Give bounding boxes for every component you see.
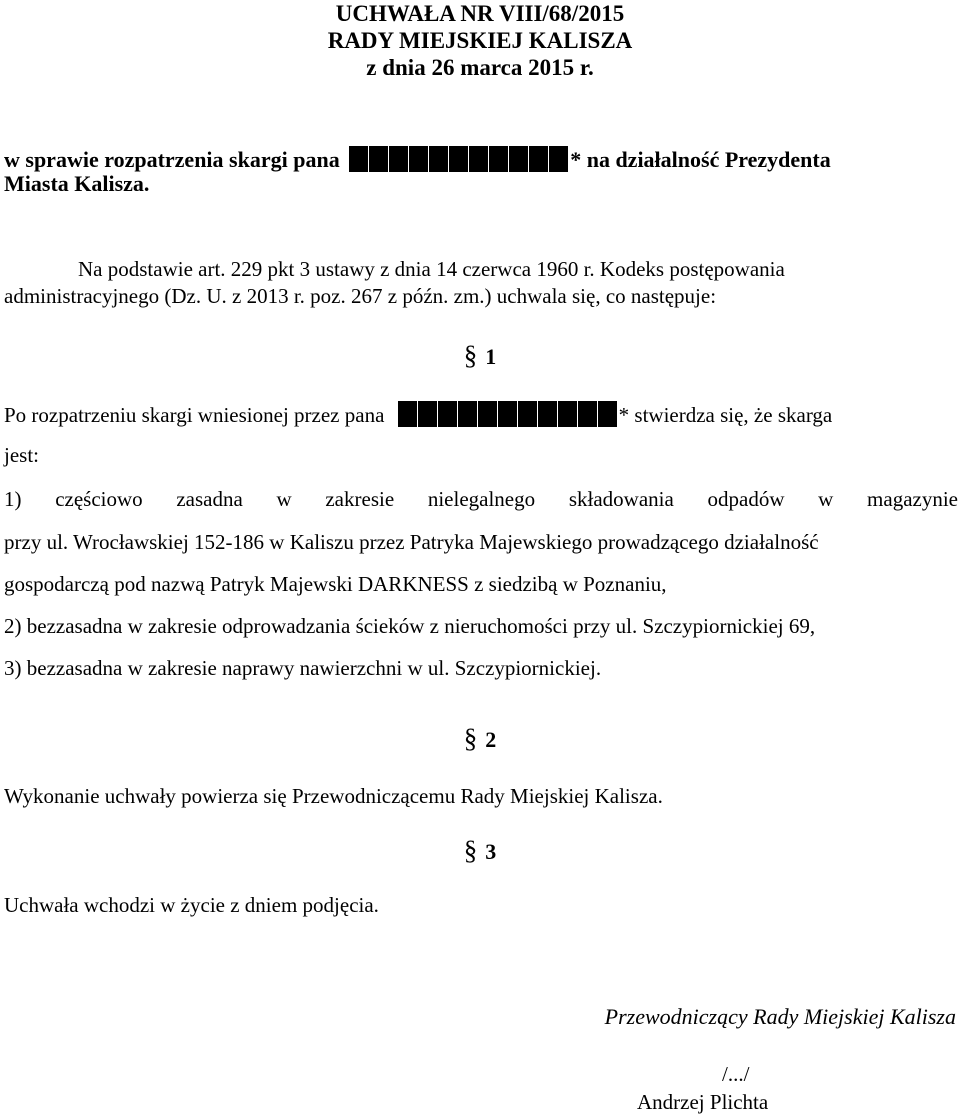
item-3: 3) bezzasadna w zakresie naprawy nawierzchni w ul. Szczypiornickiej. [4,656,602,680]
signature-mark: /.../ [722,1062,750,1086]
section-number: 1 [485,344,497,369]
preamble-line-2: administracyjnego (Dz. U. z 2013 r. poz. 267 z późn. zm.) uchwala się, co następuje: [4,284,717,308]
resolution-title: UCHWAŁA NR VIII/68/2015 [335,1,625,26]
item-2: 2) bezzasadna w zakresie odprowadzania ścieków z nieruchomości przy ul. Szczypiornickiej 69, [4,614,816,638]
section-number: 3 [485,839,497,864]
section-3-text: Uchwała wchodzi w życie z dniem podjęcia. [4,893,379,917]
section-1-intro-end: jest: [4,443,39,467]
section-symbol: § [463,835,478,865]
section-1-intro [4,401,832,427]
subject-text-after: * na działalność Prezydenta [570,147,831,172]
redaction-block [398,401,617,427]
redaction-block [349,146,568,172]
signature-name: Andrzej Plichta [637,1090,769,1114]
resolution-date: z dnia 26 marca 2015 r. [366,55,594,80]
item-1-line-2: przy ul. Wrocławskiej 152-186 w Kaliszu przez Patryka Majewskiego prowadzącego działalność [4,530,819,554]
intro-text-after: * stwierdza się, że skarga [618,403,833,427]
preamble-line-1: Na podstawie art. 229 pkt 3 ustawy z dnia 14 czerwca 1960 r. Kodeks postępowania [78,257,785,281]
subject-line-2: Miasta Kalisza. [4,171,150,196]
resolution-issuer: RADY MIEJSKIEJ KALISZA [327,28,633,53]
section-symbol: § [463,340,478,370]
item-1-line-1: 1) częściowo zasadna w zakresie nielegalnego składowania odpadów w magazynie [4,487,958,511]
intro-text-before: Po rozpatrzeniu skargi wniesionej przez pana [4,403,385,427]
item-1-line-3: gospodarczą pod nazwą Patryk Majewski DARKNESS z siedzibą w Poznaniu, [4,572,667,596]
section-symbol: § [463,723,478,753]
section-3-heading [0,837,960,865]
subject-text-before: w sprawie rozpatrzenia skargi pana [4,147,340,172]
subject-line-1 [4,146,831,172]
section-2-text: Wykonanie uchwały powierza się Przewodniczącemu Rady Miejskiej Kalisza. [4,784,663,808]
section-1-heading [0,342,960,370]
section-2-heading [0,725,960,753]
signature-role: Przewodniczący Rady Miejskiej Kalisza [604,1004,956,1029]
section-number: 2 [485,727,497,752]
